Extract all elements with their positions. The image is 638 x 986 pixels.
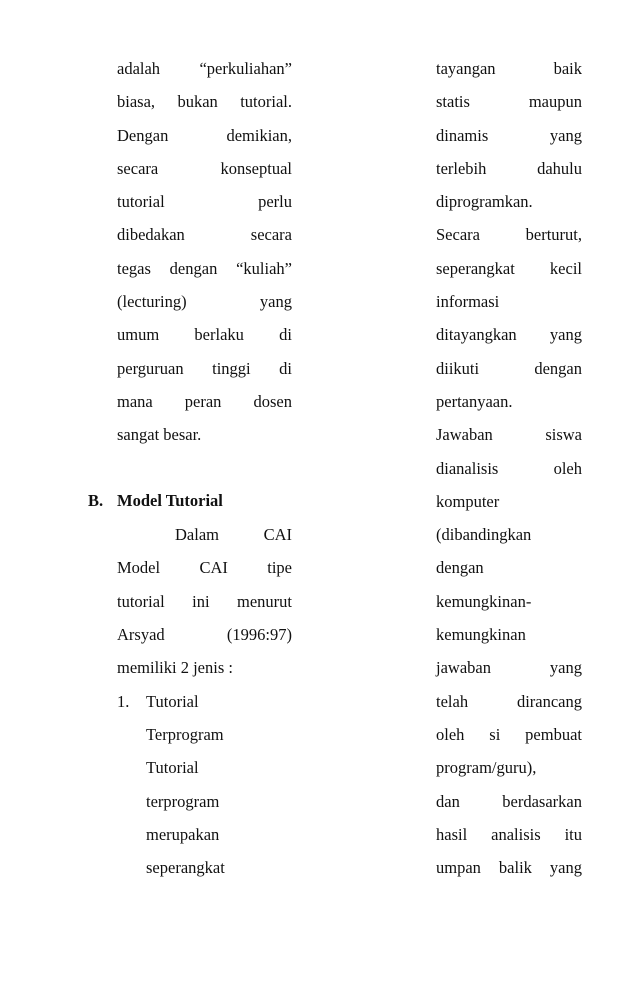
paragraph-line: hasil analisis itu <box>436 824 582 844</box>
paragraph-line: Dalam CAI <box>175 525 292 545</box>
blank-line <box>117 458 292 491</box>
list-item-line: seperangkat <box>146 858 225 878</box>
paragraph-line: diprogramkan. <box>436 192 533 212</box>
paragraph-line: seperangkat kecil <box>436 258 582 278</box>
paragraph-line: Dengan demikian, <box>117 125 292 145</box>
paragraph-line: kemungkinan- <box>436 591 532 611</box>
paragraph-line: informasi <box>436 292 500 312</box>
paragraph-line: statis maupun <box>436 92 582 112</box>
paragraph-line: tegas dengan “kuliah” <box>117 258 292 278</box>
list-item-line: Tutorial <box>146 758 199 778</box>
section-title: Model Tutorial <box>117 491 223 510</box>
paragraph-line: komputer <box>436 491 500 511</box>
section-letter: B. <box>88 491 104 510</box>
paragraph-line: dengan <box>436 558 484 578</box>
paragraph-line: Model CAI tipe <box>117 558 292 578</box>
paragraph-line: pertanyaan. <box>436 391 513 411</box>
right-column <box>436 58 582 890</box>
paragraph-line: biasa, bukan tutorial. <box>117 92 292 112</box>
paragraph-line: Secara berturut, <box>436 225 582 245</box>
paragraph-line: telah dirancang <box>436 691 582 711</box>
paragraph-line: Arsyad (1996:97) <box>117 625 292 645</box>
paragraph-line: diikuti dengan <box>436 358 582 378</box>
paragraph-line: mana peran dosen <box>117 391 292 411</box>
paragraph-line: jawaban yang <box>436 658 582 678</box>
paragraph-line: umum berlaku di <box>117 325 292 345</box>
paragraph-line: tutorial perlu <box>117 192 292 212</box>
paragraph-line: dibedakan secara <box>117 225 292 245</box>
paragraph-line: oleh si pembuat <box>436 724 582 744</box>
list-item-title: Tutorial <box>146 691 199 711</box>
left-column <box>117 58 292 890</box>
paragraph-line: adalah “perkuliahan” <box>117 59 292 78</box>
paragraph-line: tayangan baik <box>436 59 582 78</box>
paragraph-line: kemungkinan <box>436 625 526 645</box>
paragraph-line: dianalisis oleh <box>436 458 582 478</box>
paragraph-line: umpan balik yang <box>436 858 582 878</box>
paragraph-line: terlebih dahulu <box>436 158 582 178</box>
paragraph-line: sangat besar. <box>117 425 202 445</box>
paragraph-line: perguruan tinggi di <box>117 358 292 378</box>
list-item <box>117 691 292 724</box>
paragraph-line: program/guru), <box>436 758 537 778</box>
paragraph-line: Jawaban siswa <box>436 425 582 445</box>
list-item-line: Terprogram <box>146 724 224 744</box>
section-heading <box>88 490 223 512</box>
list-item-line: merupakan <box>146 824 220 844</box>
paragraph-line: (dibandingkan <box>436 525 532 545</box>
list-item-line: terprogram <box>146 791 220 811</box>
list-number: 1. <box>117 691 130 711</box>
paragraph-line: ditayangkan yang <box>436 325 582 345</box>
paragraph-line: dan berdasarkan <box>436 791 582 811</box>
paragraph-line: (lecturing) yang <box>117 292 292 312</box>
paragraph-line: tutorial ini menurut <box>117 591 292 611</box>
paragraph-line: dinamis yang <box>436 125 582 145</box>
paragraph-line: memiliki 2 jenis : <box>117 658 233 678</box>
paragraph-line: secara konseptual <box>117 158 292 178</box>
